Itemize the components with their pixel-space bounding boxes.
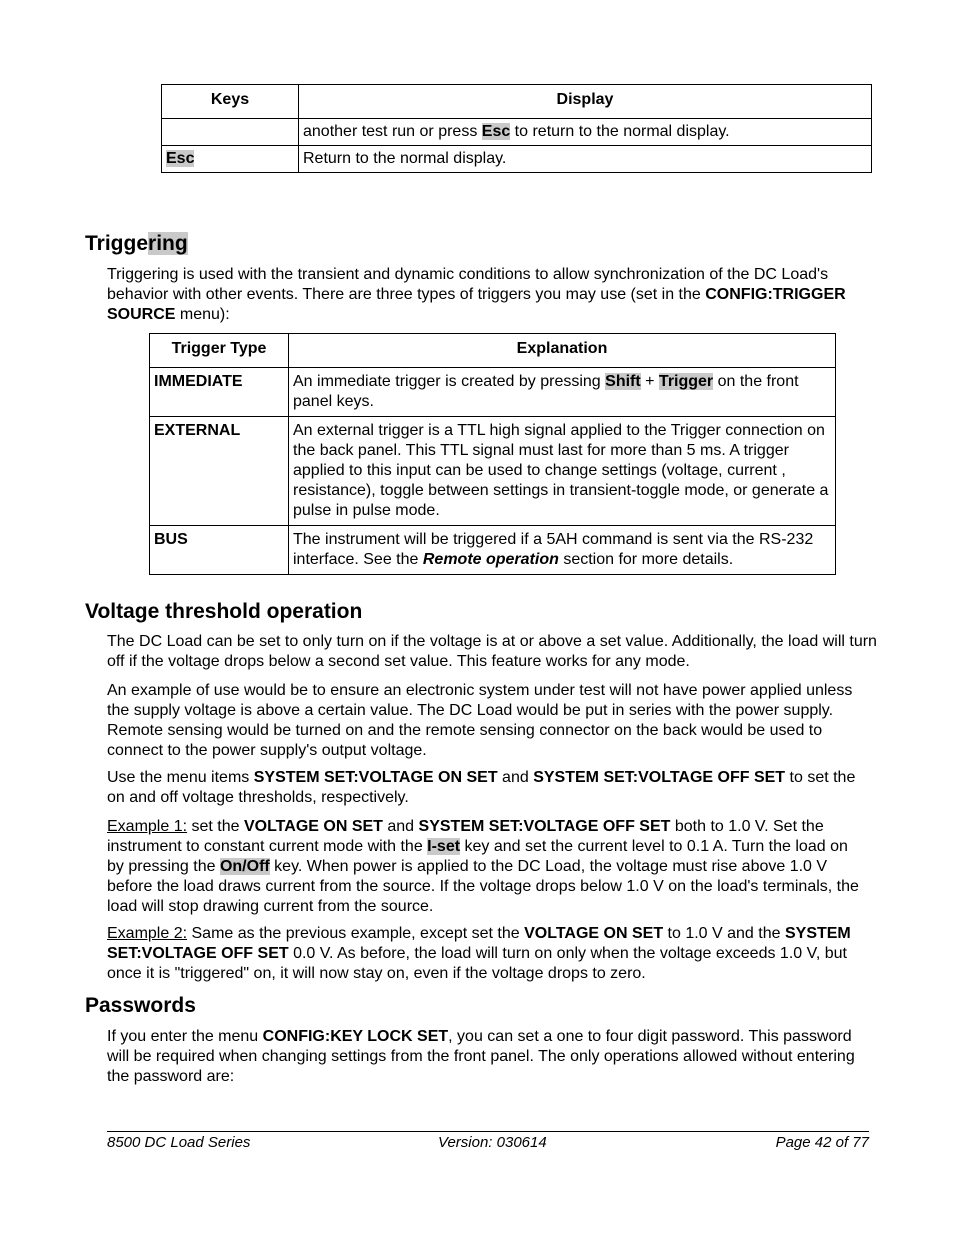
footer-product-name: 8500 DC Load Series	[107, 1134, 251, 1151]
explanation-text: The instrument will be triggered if a 5AH command is sent via the RS-232 interface. See the	[293, 531, 814, 568]
trigger-type-table	[149, 333, 836, 575]
paragraph-text: to set the on and off voltage thresholds, respectively.	[107, 769, 856, 806]
voltage-paragraph-1: The DC Load can be set to only turn on if the voltage is at or above a set value. Additionally, the load will turn off if the voltage drops below a second set value. This feature works for any mode.	[107, 633, 877, 670]
footer-version: Version: 030614	[438, 1134, 547, 1151]
paragraph-text: Same as the previous example, except set the	[187, 925, 525, 942]
esc-key-label: Esc	[166, 150, 195, 167]
intro-text: menu):	[175, 306, 230, 323]
section-heading-triggering	[85, 231, 188, 257]
section-heading-passwords: Passwords	[85, 994, 196, 1017]
menu-name: VOLTAGE ON SET	[243, 818, 383, 835]
example-1-paragraph	[107, 817, 867, 917]
table-header-row	[150, 334, 836, 368]
menu-name: SYSTEM SET:VOLTAGE ON SET	[253, 769, 498, 786]
keys-display-table	[161, 84, 872, 173]
paragraph-text: Use the menu items	[107, 769, 254, 786]
voltage-paragraph-2: An example of use would be to ensure an electronic system under test will not have power applied unless the supply voltage is above a certain value. The DC Load would be put in series with the power supply. Remote sensing would be turned on and the remote sensing connector on the back would be used to connect to the power supply's output voltage.	[107, 682, 853, 759]
shift-key-label: Shift	[605, 373, 641, 390]
menu-name: CONFIG:KEY LOCK SET	[262, 1028, 449, 1045]
explanation-text: section for more details.	[558, 551, 734, 568]
esc-key-label: Esc	[481, 123, 511, 140]
paragraph-text: key and set the current level to 0.1 A. Turn the load on by pressing the	[107, 838, 848, 875]
explanation-cell: An external trigger is a TTL high signal applied to the Trigger connection on the back panel. This TTL signal must last for more than 5 ms. A trigger applied to this input can be used to change settings (voltage, current , resistance), toggle between settings in transient-toggle mode, or generate a pulse in pulse mode.	[289, 417, 836, 526]
explanation-text: +	[640, 373, 659, 390]
explanation-text: on the front panel keys.	[293, 373, 799, 410]
i-set-key-label: I-set	[427, 838, 461, 855]
example-label: Example 1:	[107, 818, 188, 835]
trigger-key-label: Trigger	[658, 373, 714, 390]
trigger-type-cell: BUS	[150, 526, 289, 575]
passwords-paragraph	[107, 1027, 872, 1087]
trigger-type-cell: IMMEDIATE	[150, 368, 289, 417]
table-row	[150, 368, 836, 417]
paragraph-text: , you can set a one to four digit password. This password will be required when changing settings from the front panel. The only operations allowed without entering the password are:	[107, 1028, 855, 1085]
paragraph-text: 0.0 V. As before, the load will turn on only when the voltage exceeds 1.0 V, but once it is "triggered" on, it will now stay on, even if the voltage drops to zero.	[107, 945, 847, 982]
heading-text: Trigge	[85, 232, 149, 255]
table-row	[150, 526, 836, 575]
column-header-display: Display	[299, 85, 872, 119]
explanation-text: An immediate trigger is created by pressing	[293, 373, 606, 390]
footer-page-number: Page 42 of 77	[775, 1134, 869, 1151]
intro-text: Triggering is used with the transient and dynamic conditions to allow synchronization of the DC Load's behavior with other events. There are three types of triggers you may use (set in the	[107, 266, 829, 303]
paragraph-text: to 1.0 V and the	[663, 925, 785, 942]
display-cell: Return to the normal display.	[299, 146, 872, 173]
table-row	[150, 417, 836, 526]
paragraph-text: key. When power is applied to the DC Load, the voltage must rise above 1.0 V before the load draws current from the source. If the voltage drops below 1.0 V on the load's terminals, the load will stop drawing current from the source.	[107, 858, 859, 915]
paragraph-text: both to 1.0 V. Set the instrument to constant current mode with the	[107, 818, 824, 855]
voltage-paragraph-3	[107, 768, 872, 808]
example-label: Example 2:	[107, 925, 188, 942]
display-cell	[299, 119, 872, 146]
display-text: another test run or press	[303, 123, 482, 140]
menu-name: CONFIG:TRIGGER SOURCE	[107, 286, 846, 323]
section-heading-voltage-threshold: Voltage threshold operation	[85, 600, 363, 623]
menu-name: VOLTAGE ON SET	[524, 925, 664, 942]
menu-name: SYSTEM SET:VOLTAGE OFF SET	[107, 925, 851, 962]
keys-cell	[162, 146, 299, 173]
table-header-row	[162, 85, 872, 119]
explanation-cell	[289, 368, 836, 417]
example-2-paragraph	[107, 924, 867, 984]
table-row	[162, 146, 872, 173]
column-header-keys: Keys	[162, 85, 299, 119]
paragraph-text: set the	[187, 818, 244, 835]
menu-name: SYSTEM SET:VOLTAGE OFF SET	[418, 818, 671, 835]
paragraph-text: If you enter the menu	[107, 1028, 263, 1045]
triggering-intro	[107, 265, 877, 325]
column-header-trigger-type: Trigger Type	[150, 334, 289, 368]
display-text: to return to the normal display.	[510, 123, 730, 140]
column-header-explanation: Explanation	[289, 334, 836, 368]
heading-text-highlight: ring	[148, 232, 188, 255]
explanation-cell	[289, 526, 836, 575]
table-row	[162, 119, 872, 146]
menu-name: SYSTEM SET:VOLTAGE OFF SET	[533, 769, 786, 786]
on-off-key-label: On/Off	[219, 858, 270, 875]
trigger-type-cell: EXTERNAL	[150, 417, 289, 526]
page-footer	[107, 1131, 869, 1156]
section-reference: Remote operation	[422, 551, 559, 568]
paragraph-text: and	[382, 818, 419, 835]
keys-cell	[162, 119, 299, 146]
paragraph-text: and	[497, 769, 534, 786]
